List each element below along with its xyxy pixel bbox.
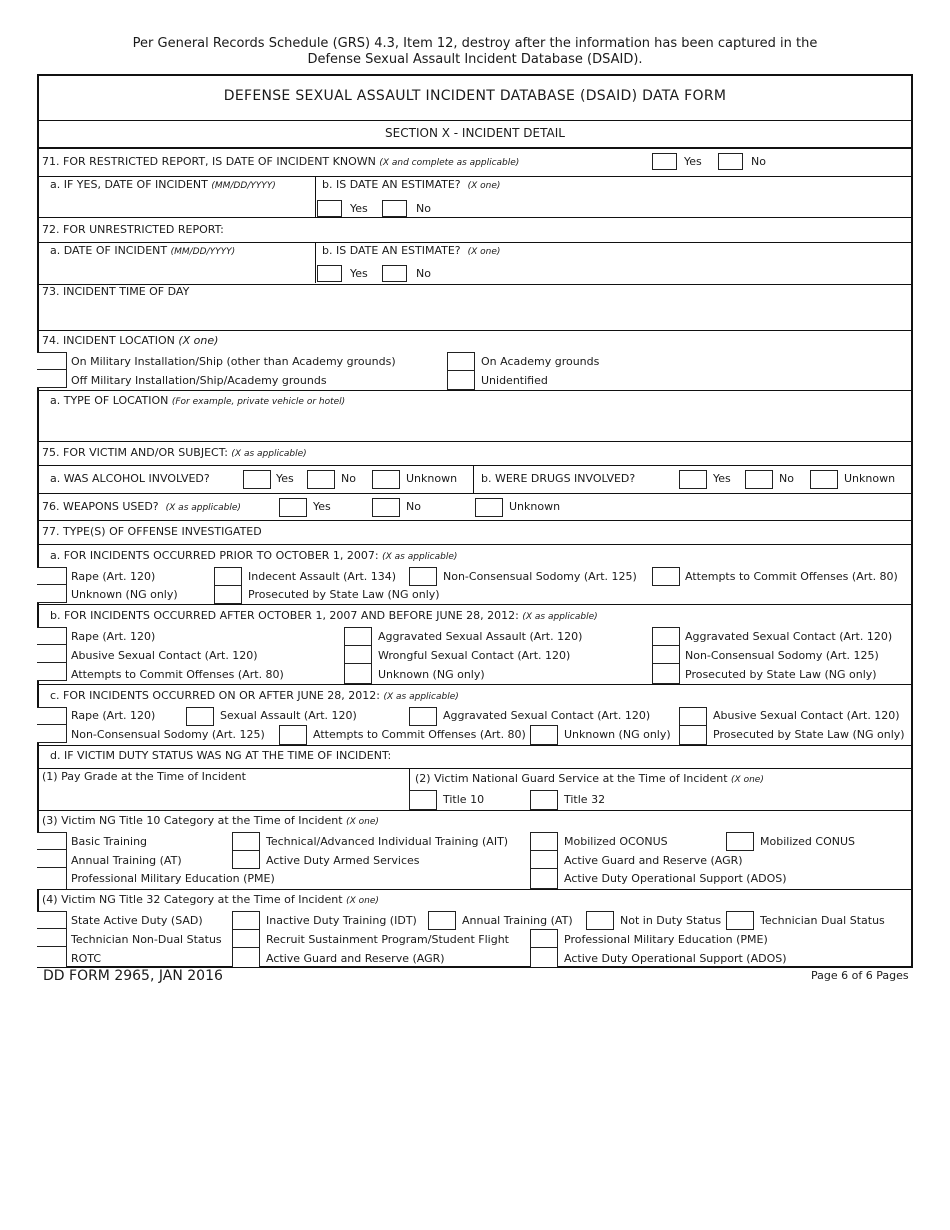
q77d3-label: (3) Victim NG Title 10 Category at the Time of Incident (X one)	[42, 814, 379, 827]
q71-label: 71. FOR RESTRICTED REPORT, IS DATE OF INCIDENT KNOWN (X and complete as applicable)	[42, 155, 520, 168]
q74-opt3-label: On Academy grounds	[481, 355, 600, 368]
q73-label: 73. INCIDENT TIME OF DAY	[42, 285, 190, 298]
form-title: DEFENSE SEXUAL ASSAULT INCIDENT DATABASE (DSAID) DATA FORM	[223, 88, 727, 104]
q77d2-label: (2) Victim National Guard Service at the Time of Incident (X one)	[415, 772, 764, 785]
q75a-unknown-checkbox[interactable]	[372, 470, 400, 489]
q77b-unknown-label: Unknown (NG only)	[378, 668, 485, 681]
q76-unknown-label: Unknown	[509, 500, 561, 513]
q74-opt1-label: On Military Installation/Ship (other than Academy grounds)	[71, 355, 396, 368]
q75a-unknown-label: Unknown	[406, 472, 458, 485]
q77d3-ait-checkbox[interactable]	[232, 832, 260, 851]
q76-no-label: No	[406, 500, 421, 513]
q75b-label: b. WERE DRUGS INVOLVED?	[481, 472, 636, 485]
q77d3-ait-label: Technical/Advanced Individual Training (AIT)	[266, 835, 509, 848]
q71-no-label: No	[751, 155, 766, 168]
q72b-yes-checkbox[interactable]	[317, 265, 342, 282]
q77b-label: b. FOR INCIDENTS OCCURRED AFTER OCTOBER 1, 2007 AND BEFORE JUNE 28, 2012: (X as applicable)	[50, 609, 598, 622]
q77d3-ad-armed-services-label: Active Duty Armed Services	[266, 854, 420, 867]
q77c-state-law-checkbox[interactable]	[679, 725, 707, 745]
q72-label: 72. FOR UNRESTRICTED REPORT:	[42, 223, 224, 236]
q77b-attempts-checkbox[interactable]	[37, 663, 67, 681]
q74-opt2-label: Off Military Installation/Ship/Academy grounds	[71, 374, 327, 387]
q77d4-tech-non-dual-label: Technician Non-Dual Status	[71, 933, 222, 946]
q77d3-pme-label: Professional Military Education (PME)	[71, 872, 275, 885]
q77a-sodomy-checkbox[interactable]	[409, 567, 437, 586]
q77b-agg-assault-label: Aggravated Sexual Assault (Art. 120)	[378, 630, 583, 643]
q77d4-ados-label: Active Duty Operational Support (ADOS)	[564, 952, 787, 965]
q77c-rape-label: Rape (Art. 120)	[71, 709, 156, 722]
q77c-abusive-label: Abusive Sexual Contact (Art. 120)	[713, 709, 900, 722]
q77d3-basic-training-checkbox[interactable]	[37, 832, 67, 850]
q77a-sodomy-label: Non-Consensual Sodomy (Art. 125)	[443, 570, 637, 583]
q77a-unknown-label: Unknown (NG only)	[71, 588, 178, 601]
q75a-label: a. WAS ALCOHOL INVOLVED?	[50, 472, 210, 485]
retention-notice-line1: Per General Records Schedule (GRS) 4.3, Item 12, destroy after the information has been captured in the	[132, 36, 818, 51]
q77d4-tech-dual-label: Technician Dual Status	[760, 914, 885, 927]
q77a-state-law-label: Prosecuted by State Law (NG only)	[248, 588, 440, 601]
q71-no-checkbox[interactable]	[718, 153, 743, 170]
q77d3-conus-label: Mobilized CONUS	[760, 835, 855, 848]
q75b-unknown-label: Unknown	[844, 472, 896, 485]
q77d3-ad-armed-services-checkbox[interactable]	[232, 850, 260, 869]
q71a-date-input[interactable]	[42, 194, 314, 216]
q77c-unknown-label: Unknown (NG only)	[564, 728, 671, 741]
q77a-attempts-checkbox[interactable]	[652, 567, 680, 586]
q72b-label: b. IS DATE AN ESTIMATE? (X one)	[322, 244, 501, 257]
q77c-abusive-checkbox[interactable]	[679, 707, 707, 726]
q77b-sodomy-checkbox[interactable]	[652, 645, 680, 664]
q77a-unknown-checkbox[interactable]	[37, 585, 67, 603]
q77d4-agr-label: Active Guard and Reserve (AGR)	[266, 952, 445, 965]
q74a-label: a. TYPE OF LOCATION (For example, private vehicle or hotel)	[50, 394, 346, 407]
q77c-agg-contact-checkbox[interactable]	[409, 707, 437, 726]
q77d3-agr-checkbox[interactable]	[530, 850, 558, 869]
q77d-label: d. IF VICTIM DUTY STATUS WAS NG AT THE TIME OF INCIDENT:	[50, 749, 392, 762]
q77d4-tech-non-dual-checkbox[interactable]	[37, 929, 67, 947]
q74-opt3-checkbox[interactable]	[447, 352, 475, 371]
q77a-rape-label: Rape (Art. 120)	[71, 570, 156, 583]
q77d2-title10-checkbox[interactable]	[409, 790, 437, 810]
q77d4-pme-checkbox[interactable]	[530, 929, 558, 948]
q77c-rape-checkbox[interactable]	[37, 707, 67, 725]
q77d3-ados-label: Active Duty Operational Support (ADOS)	[564, 872, 787, 885]
q77c-attempts-label: Attempts to Commit Offenses (Art. 80)	[313, 728, 526, 741]
q77c-sexual-assault-label: Sexual Assault (Art. 120)	[220, 709, 357, 722]
q72b-no-checkbox[interactable]	[382, 265, 407, 282]
q77b-state-law-checkbox[interactable]	[652, 663, 680, 684]
q77d3-conus-checkbox[interactable]	[726, 832, 754, 851]
q77d4-not-in-duty-checkbox[interactable]	[586, 911, 614, 930]
q77c-sodomy-label: Non-Consensual Sodomy (Art. 125)	[71, 728, 265, 741]
q77d2-title32-label: Title 32	[564, 793, 606, 806]
q75b-yes-label: Yes	[713, 472, 731, 485]
q76-label: 76. WEAPONS USED? (X as applicable)	[42, 500, 241, 513]
q77d4-idt-label: Inactive Duty Training (IDT)	[266, 914, 417, 927]
q77-label: 77. TYPE(S) OF OFFENSE INVESTIGATED	[42, 525, 262, 538]
q77d3-annual-training-label: Annual Training (AT)	[71, 854, 182, 867]
q77d3-agr-label: Active Guard and Reserve (AGR)	[564, 854, 743, 867]
q75b-unknown-checkbox[interactable]	[810, 470, 838, 489]
q76-yes-label: Yes	[313, 500, 331, 513]
q77a-state-law-checkbox[interactable]	[214, 585, 242, 604]
q77d3-basic-training-label: Basic Training	[71, 835, 148, 848]
q77c-agg-contact-label: Aggravated Sexual Contact (Art. 120)	[443, 709, 651, 722]
q77d2-title10-label: Title 10	[443, 793, 485, 806]
q71b-yes-label: Yes	[350, 202, 368, 215]
q72b-no-label: No	[416, 267, 431, 280]
q77d4-tech-dual-checkbox[interactable]	[726, 911, 754, 930]
q71-yes-label: Yes	[684, 155, 702, 168]
q77d4-annual-training-label: Annual Training (AT)	[462, 914, 573, 927]
q77d3-annual-training-checkbox[interactable]	[37, 850, 67, 868]
q72b-yes-label: Yes	[350, 267, 368, 280]
q77c-state-law-label: Prosecuted by State Law (NG only)	[713, 728, 905, 741]
page-number: Page 6 of 6 Pages	[811, 969, 909, 982]
q75a-no-checkbox[interactable]	[307, 470, 335, 489]
q77d4-sad-label: State Active Duty (SAD)	[71, 914, 203, 927]
q71-yes-checkbox[interactable]	[652, 153, 677, 170]
q77c-attempts-checkbox[interactable]	[279, 725, 307, 745]
q75b-no-label: No	[779, 472, 794, 485]
q77d4-ados-checkbox[interactable]	[530, 947, 558, 967]
q77a-indecent-assault-checkbox[interactable]	[214, 567, 242, 586]
q77d2-title32-checkbox[interactable]	[530, 790, 558, 810]
q71b-label: b. IS DATE AN ESTIMATE? (X one)	[322, 178, 501, 191]
q77b-wrongful-checkbox[interactable]	[344, 645, 372, 664]
form-id: DD FORM 2965, JAN 2016	[43, 968, 223, 984]
q77a-indecent-assault-label: Indecent Assault (Art. 134)	[248, 570, 397, 583]
q77b-agg-contact-checkbox[interactable]	[652, 627, 680, 646]
q74-label: 74. INCIDENT LOCATION (X one)	[42, 334, 219, 347]
q77d3-oconus-checkbox[interactable]	[530, 832, 558, 851]
q74-opt4-label: Unidentified	[481, 374, 548, 387]
q77b-agg-assault-checkbox[interactable]	[344, 627, 372, 646]
q77d4-agr-checkbox[interactable]	[232, 947, 260, 967]
q77b-abusive-checkbox[interactable]	[37, 645, 67, 663]
q71b-yes-checkbox[interactable]	[317, 200, 342, 217]
q76-unknown-checkbox[interactable]	[475, 498, 503, 517]
q77d1-label: (1) Pay Grade at the Time of Incident	[42, 770, 246, 783]
q75a-no-label: No	[341, 472, 356, 485]
q71a-label: a. IF YES, DATE OF INCIDENT (MM/DD/YYYY)	[50, 178, 276, 191]
q77b-attempts-label: Attempts to Commit Offenses (Art. 80)	[71, 668, 284, 681]
q71b-no-label: No	[416, 202, 431, 215]
q77a-attempts-label: Attempts to Commit Offenses (Art. 80)	[685, 570, 898, 583]
q71b-no-checkbox[interactable]	[382, 200, 407, 217]
q77b-rape-checkbox[interactable]	[37, 627, 67, 645]
q77c-label: c. FOR INCIDENTS OCCURRED ON OR AFTER JUNE 28, 2012: (X as applicable)	[50, 689, 459, 702]
q77c-unknown-checkbox[interactable]	[530, 725, 558, 745]
q74a-type-input[interactable]	[42, 410, 908, 438]
q72a-date-input[interactable]	[42, 260, 314, 282]
q77d4-sad-checkbox[interactable]	[37, 911, 67, 929]
q77d1-pay-grade-input[interactable]	[42, 786, 406, 808]
q74-opt1-checkbox[interactable]	[37, 352, 67, 370]
q76-no-checkbox[interactable]	[372, 498, 400, 517]
q77d4-rsp-checkbox[interactable]	[232, 929, 260, 948]
q77c-sexual-assault-checkbox[interactable]	[186, 707, 214, 726]
q77b-sodomy-label: Non-Consensual Sodomy (Art. 125)	[685, 649, 879, 662]
q77b-state-law-label: Prosecuted by State Law (NG only)	[685, 668, 877, 681]
retention-notice-line2: Defense Sexual Assault Incident Database (DSAID).	[307, 52, 643, 67]
q74-opt2-checkbox[interactable]	[37, 370, 67, 388]
q77b-wrongful-label: Wrongful Sexual Contact (Art. 120)	[378, 649, 571, 662]
q75a-yes-checkbox[interactable]	[243, 470, 271, 489]
q73-time-input[interactable]	[42, 300, 908, 328]
q77c-sodomy-checkbox[interactable]	[37, 725, 67, 743]
q77d4-idt-checkbox[interactable]	[232, 911, 260, 930]
section-title: SECTION X - INCIDENT DETAIL	[385, 126, 565, 140]
q72a-label: a. DATE OF INCIDENT (MM/DD/YYYY)	[50, 244, 236, 257]
q77d4-annual-training-checkbox[interactable]	[428, 911, 456, 930]
q77d3-pme-checkbox[interactable]	[37, 868, 67, 889]
q75a-yes-label: Yes	[276, 472, 294, 485]
q75b-no-checkbox[interactable]	[745, 470, 773, 489]
q77d4-pme-label: Professional Military Education (PME)	[564, 933, 768, 946]
q77d4-rotc-label: ROTC	[71, 952, 102, 965]
q77d3-ados-checkbox[interactable]	[530, 868, 558, 889]
q77b-unknown-checkbox[interactable]	[344, 663, 372, 684]
q74-opt4-checkbox[interactable]	[447, 370, 475, 390]
q77b-agg-contact-label: Aggravated Sexual Contact (Art. 120)	[685, 630, 893, 643]
q77d4-label: (4) Victim NG Title 32 Category at the Time of Incident (X one)	[42, 893, 379, 906]
q77a-label: a. FOR INCIDENTS OCCURRED PRIOR TO OCTOBER 1, 2007: (X as applicable)	[50, 549, 458, 562]
q77a-rape-checkbox[interactable]	[37, 567, 67, 585]
q75b-yes-checkbox[interactable]	[679, 470, 707, 489]
q77d3-oconus-label: Mobilized OCONUS	[564, 835, 668, 848]
q77d4-rsp-label: Recruit Sustainment Program/Student Flight	[266, 933, 509, 946]
q77d4-rotc-checkbox[interactable]	[37, 947, 67, 967]
q77b-rape-label: Rape (Art. 120)	[71, 630, 156, 643]
q76-yes-checkbox[interactable]	[279, 498, 307, 517]
q77d4-not-in-duty-label: Not in Duty Status	[620, 914, 722, 927]
q75-label: 75. FOR VICTIM AND/OR SUBJECT: (X as applicable)	[42, 446, 307, 459]
q77b-abusive-label: Abusive Sexual Contact (Art. 120)	[71, 649, 258, 662]
